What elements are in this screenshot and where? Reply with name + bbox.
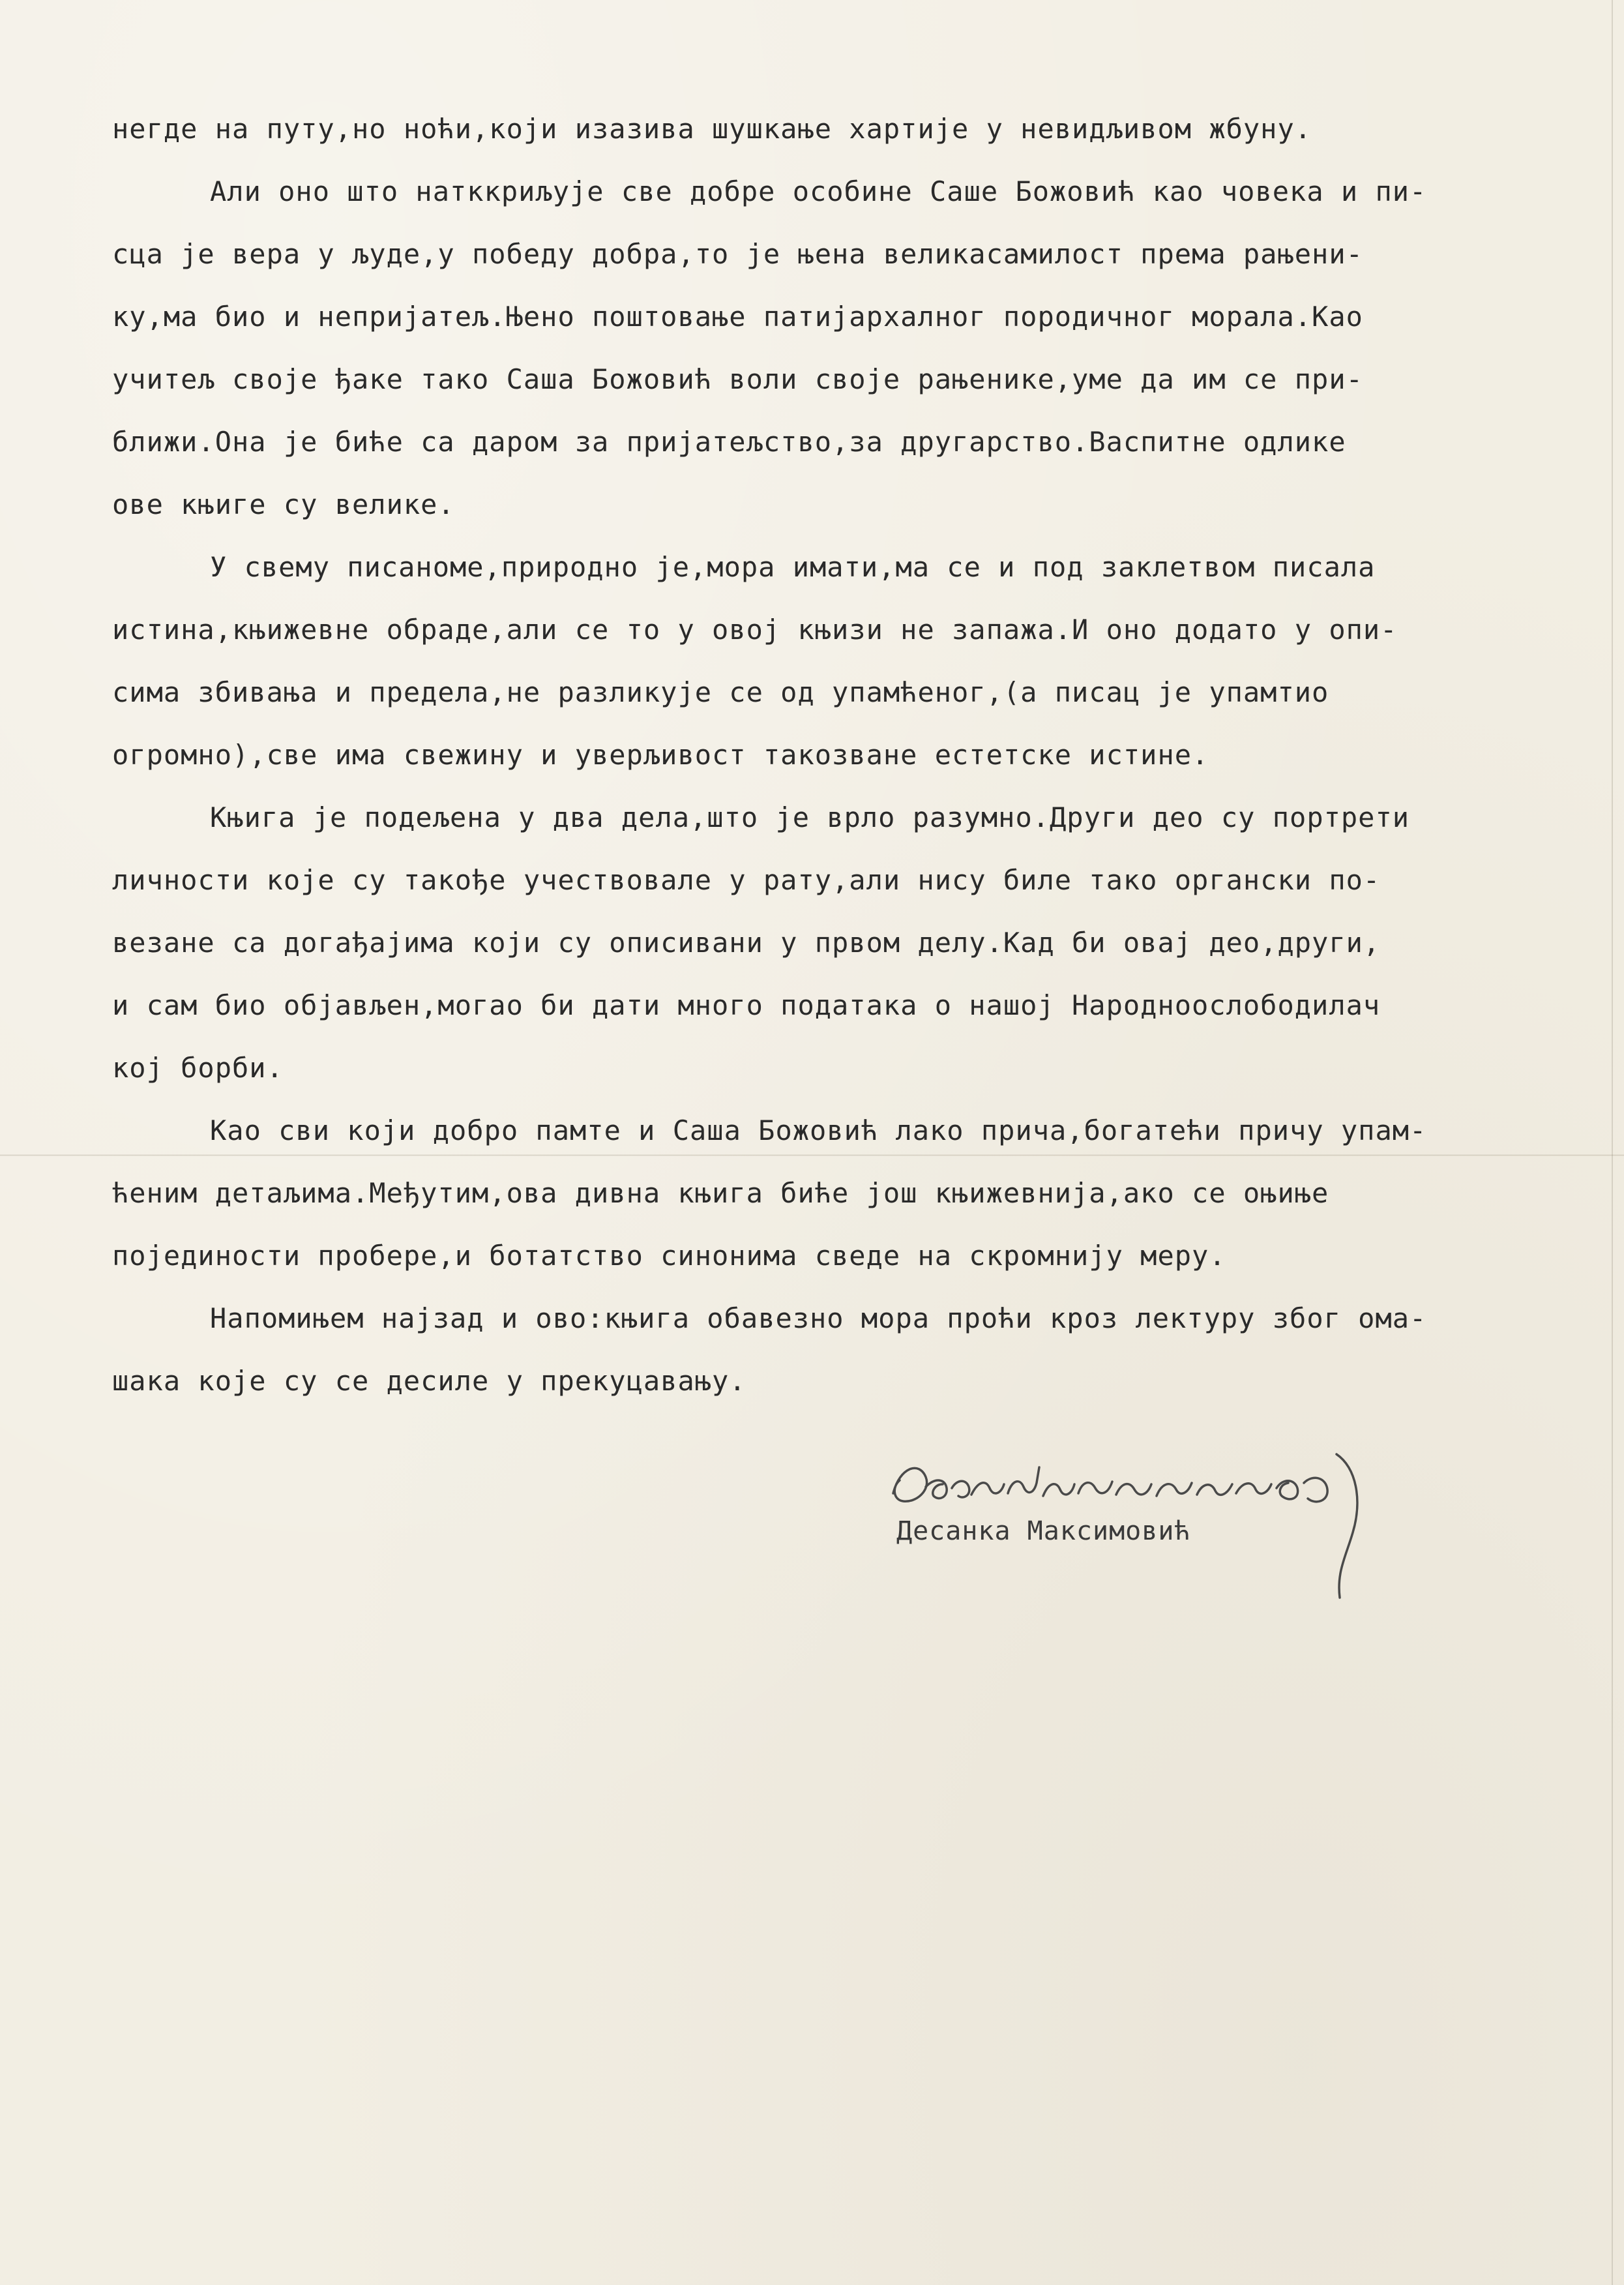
text-line: ближи.Она је биће са даром за пријатељство,за другарство.Васпитне одлике [112, 426, 1346, 458]
text-line: везане са догађајима који су описивани у првом делу.Кад би овај део,други, [112, 927, 1381, 959]
text-line: појединости пробере,и ботатство синонима сведе на скромнију меру. [112, 1240, 1226, 1272]
paper-edge-shadow [1612, 0, 1613, 2285]
text-line: ове књиге су велике. [112, 488, 455, 520]
text-line: сима збивања и предела,не разликује се од упамћеног,(а писац је упамтио [112, 676, 1329, 708]
text-line: огромно),све има свежину и уверљивост такозване естетске истине. [112, 739, 1209, 771]
text-line: ку,ма био и непријатељ.Њено поштовање патијархалног породичног морала.Као [112, 301, 1363, 333]
typed-text-body [112, 98, 1586, 1412]
text-line: ћеним детаљима.Међутим,ова дивна књига биће још књижевнија,ако се оњиње [112, 1177, 1329, 1209]
text-line: кој борби. [112, 1052, 284, 1084]
text-line: шака које су се десиле у прекуцавању. [112, 1365, 746, 1397]
text-line: учитељ своје ђаке тако Саша Божовић воли своје рањенике,уме да им се при- [112, 363, 1363, 395]
text-line: истина,књижевне обраде,али се то у овој књизи не запажа.И оно додато у опи- [112, 614, 1398, 646]
text-line: и сам био објављен,могао би дати много података о нашој Народноослободилач [112, 989, 1381, 1021]
typed-signature-name: Десанка Максимовић [896, 1516, 1191, 1546]
text-line: Али оно што натккриљује све добре особине Саше Божовић као човека и пи- [210, 175, 1427, 207]
text-line: Напомињем најзад и ово:књига обавезно мора проћи кроз лектуру због ома- [210, 1302, 1427, 1334]
signature-block [880, 1441, 1584, 1637]
text-line: Књига је подељена у два дела,што је врло разумно.Други део су портрети [210, 801, 1410, 833]
text-line: Као сви који добро памте и Саша Божовић лако прича,богатећи причу упам- [210, 1114, 1427, 1146]
text-line: негде на путу,но ноћи,који изазива шушкање хартије у невидљивом жбуну. [112, 113, 1312, 145]
text-line: сца је вера у људе,у победу добра,то је њена великасамилост према рањени- [112, 238, 1363, 270]
text-line: У свему писаноме,природно је,мора имати,ма се и под заклетвом писала [210, 551, 1376, 583]
text-line: личности које су такође учествовале у рату,али нису биле тако органски по- [112, 864, 1381, 896]
